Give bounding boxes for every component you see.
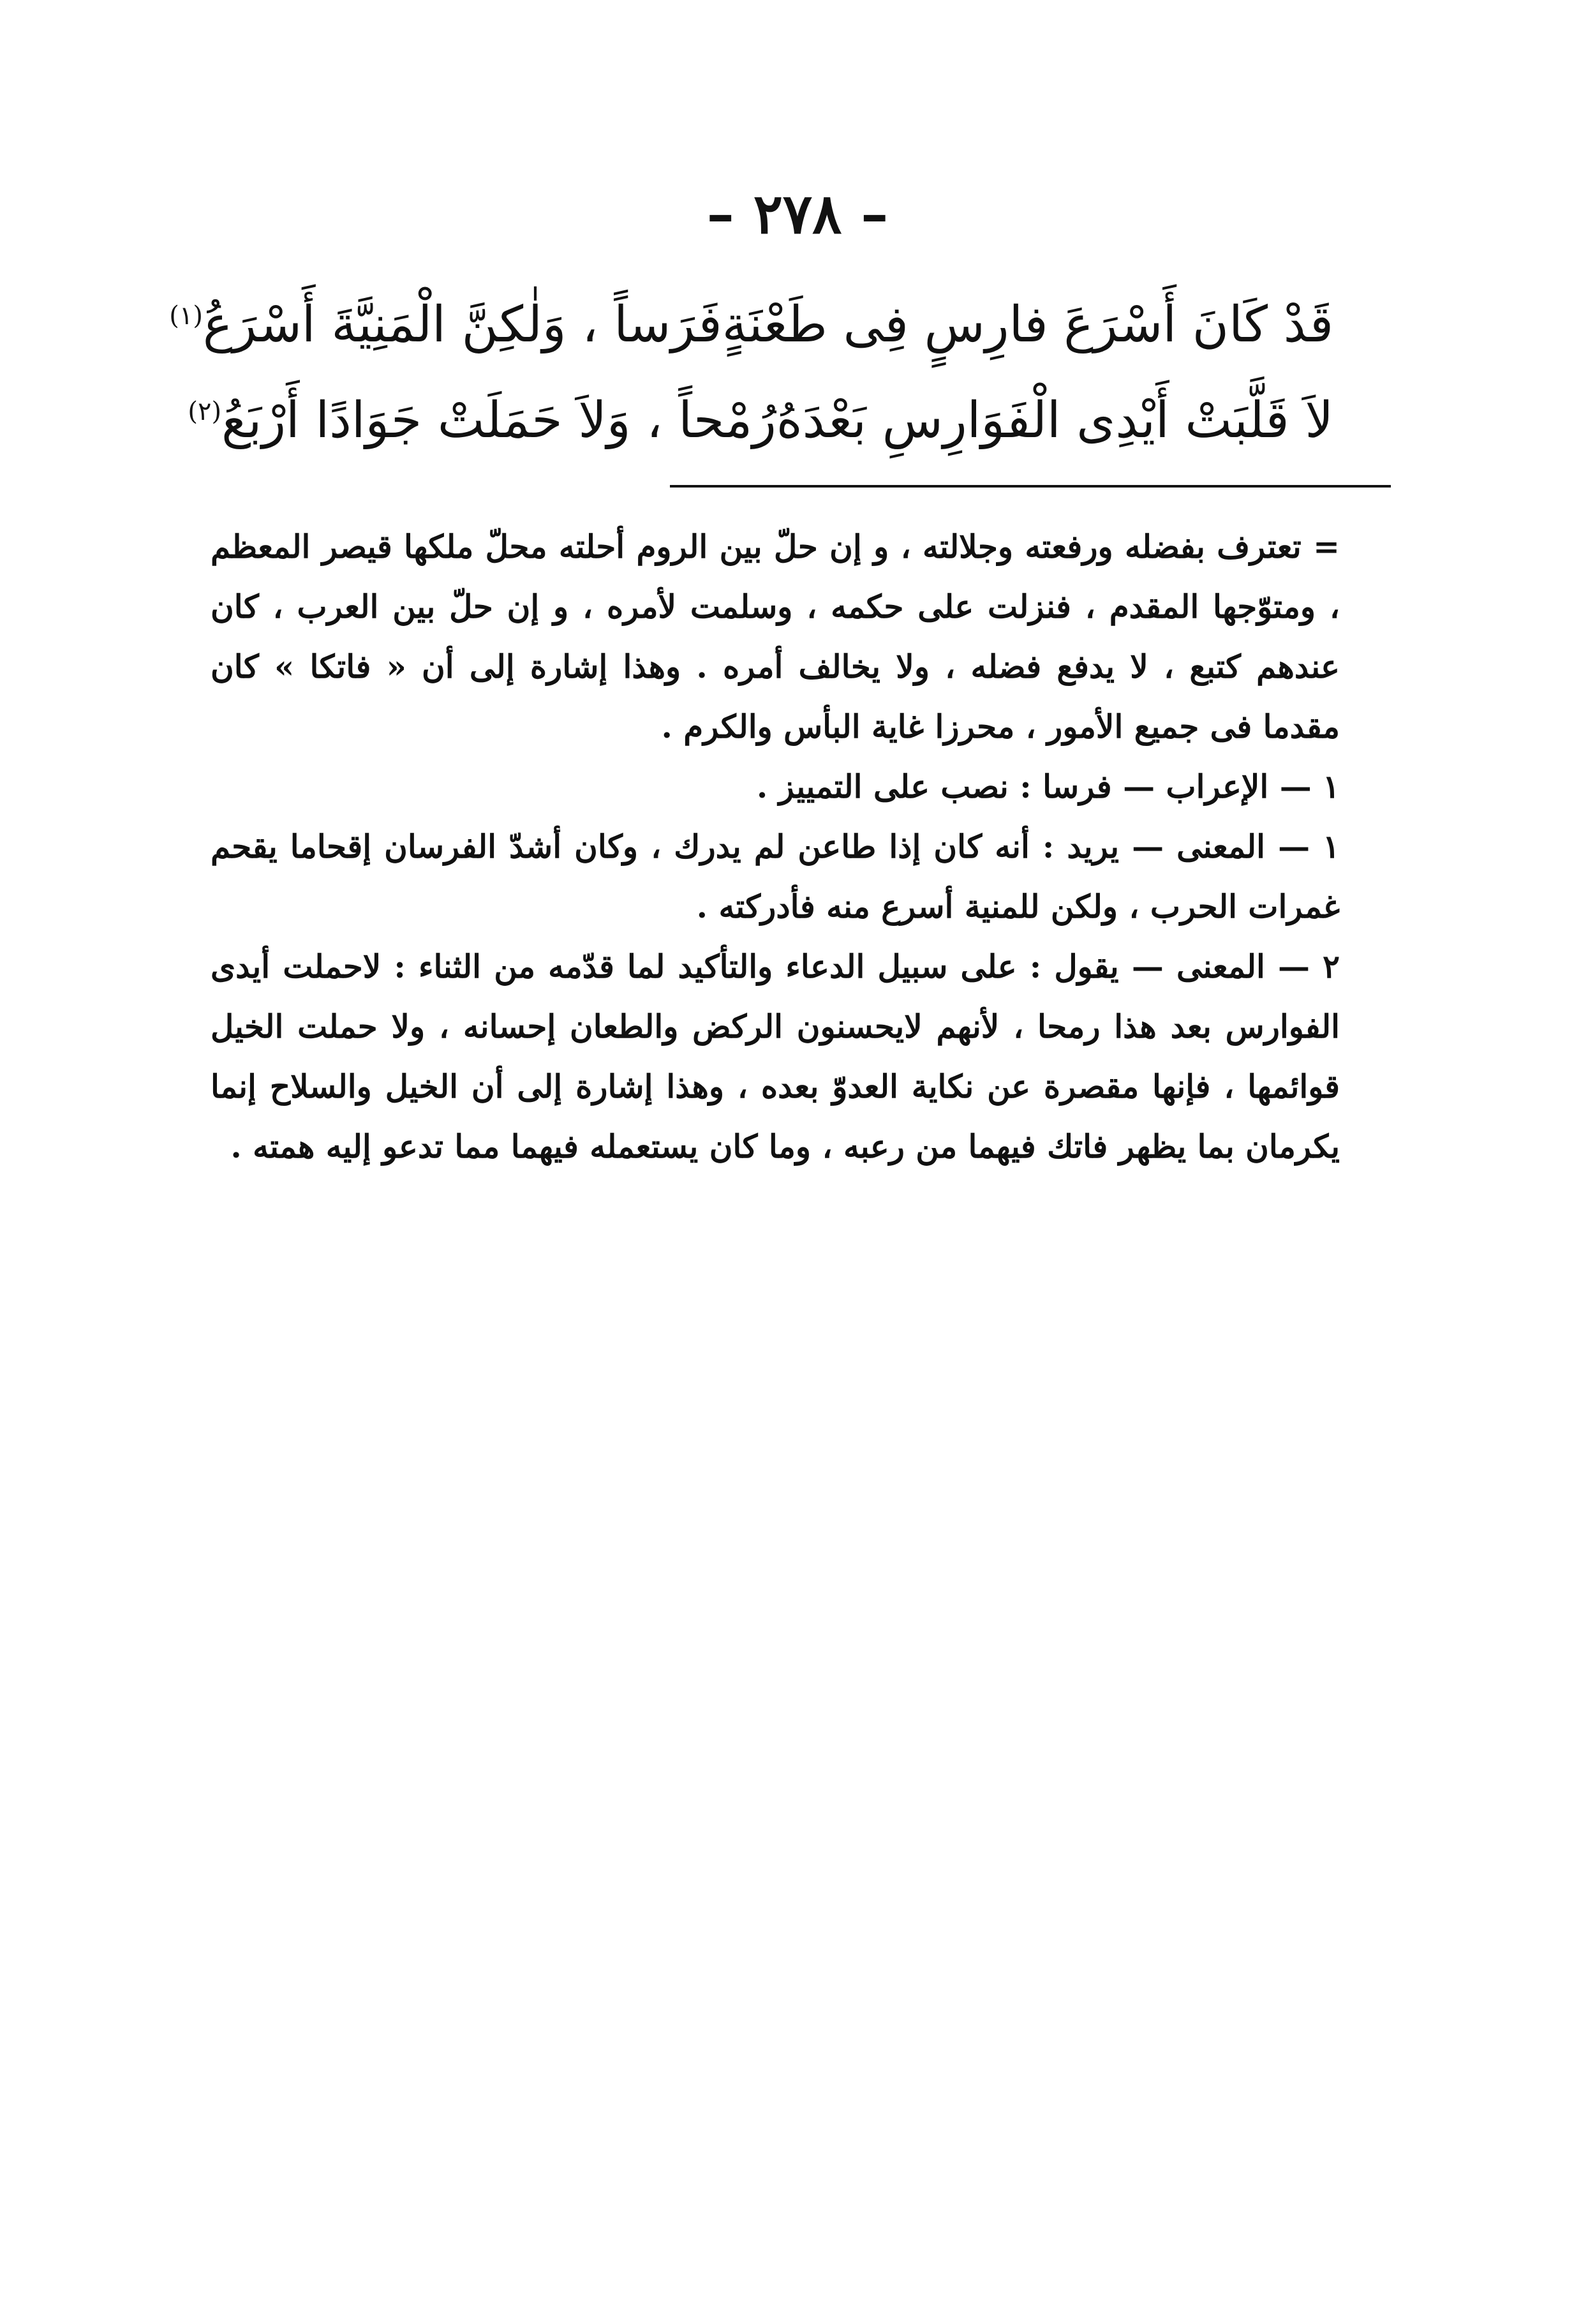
verse-second-hemistich xyxy=(169,268,722,373)
footnote-reference: (٢) xyxy=(188,397,222,426)
footnote-label: ١ — المعنى — xyxy=(1132,828,1340,865)
footnote-continuation: = تعترف بفضله ورفعته وجلالته ، و إن حلّ بين الروم أحلته محلّ ملكها قيصر المعظم ، ومتوّجها المقدم ، فنزلت على حكمه ، وسلمت لأمره ، و إن حلّ بين العرب ، كان عندهم كتبع ، لا يدفع فضله ، ولا يخالف أمره . وهذا إشارة إلى أن « فاتكا » كان مقدما فى جميع الأمور ، محرزا غاية البأس والكرم . xyxy=(211,528,1340,745)
footnote-1-irab xyxy=(211,757,1340,817)
verse-second-hemistich-text: رُمْحاً ، وَلاَ حَمَلَتْ جَوَادًا أَرْبَعُ xyxy=(221,392,776,449)
verse-second-hemistich-text: فَرَساً ، وَلٰكِنَّ الْمَنِيَّةَ أَسْرَعُ xyxy=(203,296,722,354)
footnote-1-meaning xyxy=(211,817,1340,937)
footnote-text: يريد : أنه كان إذا طاعن لم يدرك ، وكان أشدّ الفرسان إقحاما يقحم غمرات الحرب ، ولكن للمنية أسرع منه فأدركته . xyxy=(211,828,1340,925)
verse-line xyxy=(188,364,1333,459)
verse-line xyxy=(169,268,1333,364)
footnote-separator xyxy=(670,485,1391,488)
page-number: – ٢٧٨ – xyxy=(706,182,889,246)
verse-first-hemistich: لاَ قَلَّبَتْ أَيْدِى الْفَوَارِسِ بَعْدَهُ xyxy=(776,392,1333,449)
footnote-2-meaning xyxy=(211,937,1340,1177)
footnote-reference: (١) xyxy=(169,301,203,331)
poem-verses xyxy=(169,268,1333,459)
footnote-label: ١ — الإعراب — xyxy=(1123,768,1340,805)
verse-second-hemistich xyxy=(188,364,776,468)
footnote-text: فرسا : نصب على التمييز . xyxy=(756,768,1112,805)
footnote-text: يقول : على سبيل الدعاء والتأكيد لما قدّمه من الثناء : لاحملت أيدى الفوارس بعد هذا رمحا ، لأنهم لايحسنون الركض والطعان إحسانه ، ولا حملت الخيل قوائمها ، فإنها مقصرة عن نكاية العدوّ بعده ، وهذا إشارة إلى أن الخيل والسلاح إنما يكرمان بما يظهر فاتك فيهما من رعبه ، وما كان يستعمله فيهما مما تدعو إليه همته . xyxy=(211,948,1340,1165)
verse-first-hemistich: قَدْ كَانَ أَسْرَعَ فارِسٍ فِى طَعْنَةٍ xyxy=(722,296,1333,354)
footnotes xyxy=(211,517,1340,1177)
footnote-label: ٢ — المعنى — xyxy=(1131,948,1340,985)
